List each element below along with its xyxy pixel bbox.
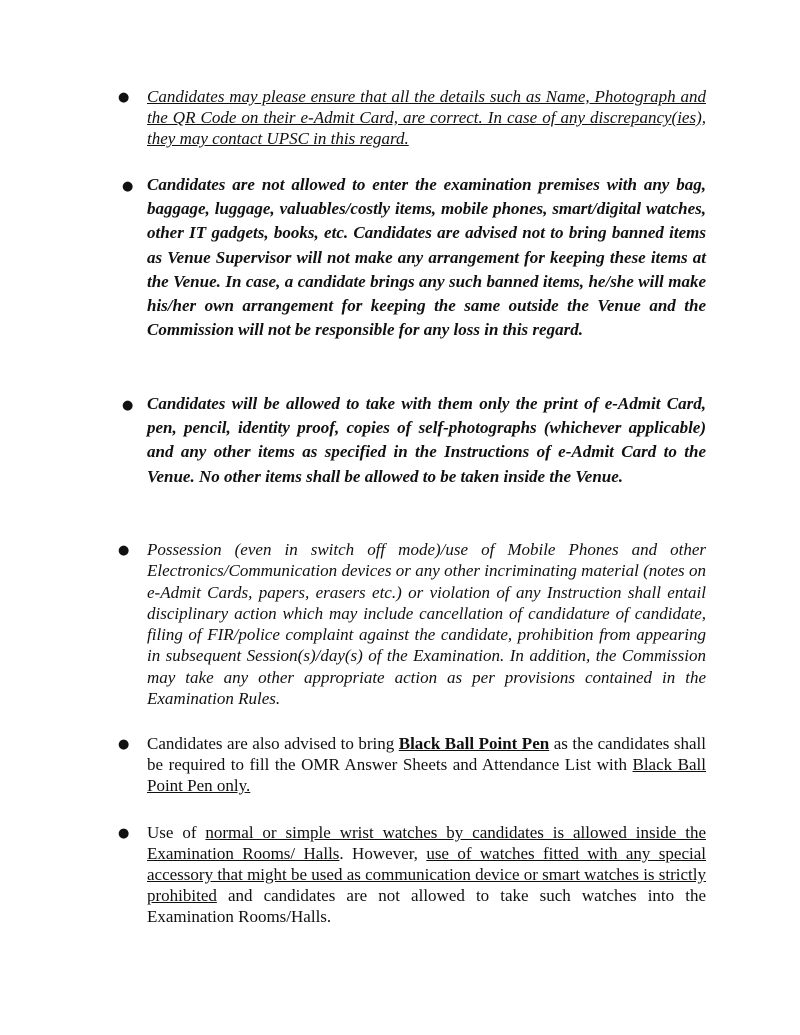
bullet-icon: ● — [118, 90, 130, 105]
instruction-item-allowed-items — [122, 392, 706, 489]
instruction-text-part: Candidates are also advised to bring — [147, 734, 399, 753]
bullet-icon: ● — [122, 398, 134, 413]
instruction-text: Possession (even in switch off mode)/use of Mobile Phones and other Electronics/Communication devices or any other incriminating material (notes on e-Admit Cards, papers, erasers etc.) or violation of any Instruction shall entail disciplinary action which may include cancellation of candidature of candidate, filing of FIR/police complaint against the candidate, prohibition from appearing in subsequent Session(s)/day(s) of the Examination. In addition, the Commission may take any other appropriate action as per provisions contained in the Examination Rules. — [147, 540, 706, 709]
instruction-item-black-pen — [118, 733, 707, 796]
instruction-emphasis: Black Ball Point Pen — [398, 734, 550, 753]
instruction-item-wrist-watches — [118, 822, 707, 927]
instruction-item-details-check — [118, 86, 706, 149]
instruction-text: Candidates are not allowed to enter the examination premises with any bag, baggage, luggage, valuables/costly items, mobile phones, smart/digital watches, other IT gadgets, books, etc. Candidates are advised not to bring banned items as Venue Supervisor will not make any arrangement for keeping these items at the Venue. In case, a candidate brings any such banned items, he/she will make his/her own arrangement for keeping the same outside the Venue and the Commission will not be responsible for any loss in this regard. — [147, 175, 706, 340]
instruction-text-part: . However, — [339, 844, 427, 863]
bullet-icon: ● — [118, 826, 130, 841]
instruction-item-possession-penalty — [118, 539, 706, 709]
instruction-emphasis: normal or simple wrist watches by candidates is allowed inside the Examination Rooms/ Halls — [147, 823, 706, 863]
instruction-text-part: as the candidates shall be required to fill the OMR Answer Sheets and Attendance List with — [147, 734, 706, 774]
instruction-item-banned-items — [122, 173, 706, 342]
instruction-emphasis: use of watches fitted with any special accessory that might be used as communication device or smart watches is strictly prohibited — [147, 844, 707, 905]
instruction-text: Candidates will be allowed to take with them only the print of e-Admit Card, pen, pencil, identity proof, copies of self-photographs (whichever applicable) and any other items as specified in the Instructions of e-Admit Card to the Venue. No other items shall be allowed to be taken inside the Venue. — [147, 394, 706, 486]
instruction-text: Candidates may please ensure that all the details such as Name, Photograph and the QR Code on their e-Admit Card, are correct. In case of any discrepancy(ies), they may contact UPSC in this regard. — [147, 87, 706, 148]
bullet-icon: ● — [122, 179, 134, 194]
instruction-text-part: Use of — [147, 823, 206, 842]
instruction-emphasis: Black Ball Point Pen only. — [147, 755, 707, 795]
bullet-icon: ● — [118, 543, 130, 558]
bullet-icon: ● — [118, 737, 130, 752]
instruction-text-part: and candidates are not allowed to take such watches into the Examination Rooms/Halls. — [147, 886, 706, 926]
